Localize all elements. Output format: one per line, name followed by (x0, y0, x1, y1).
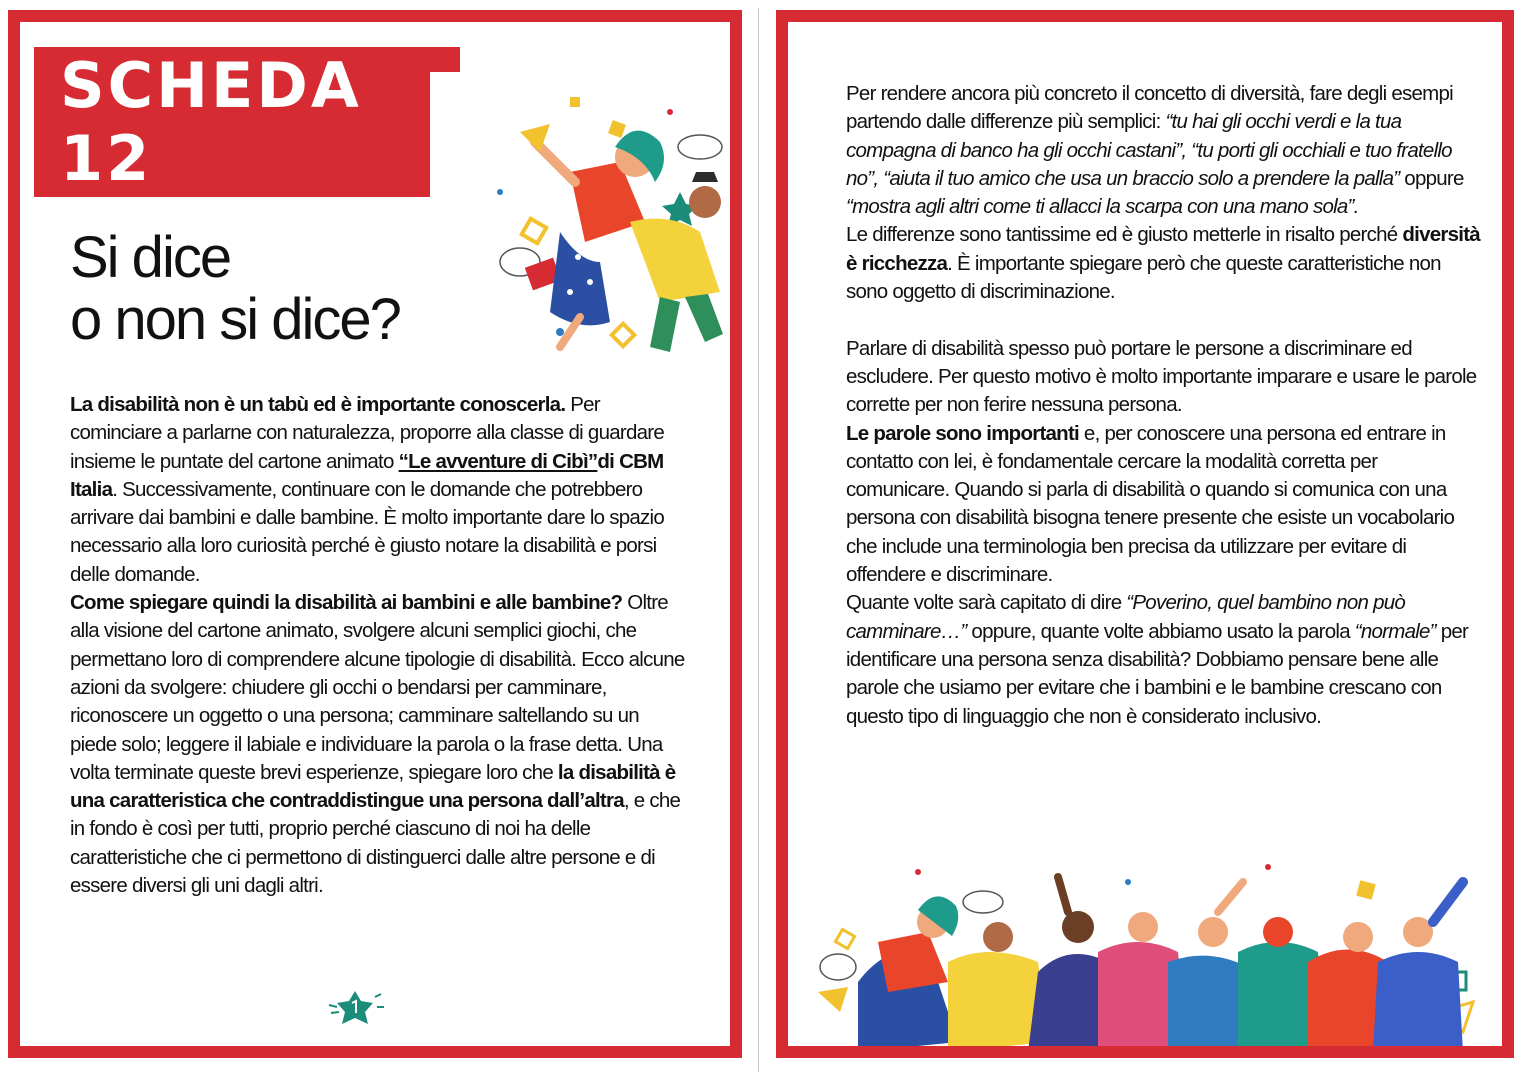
paragraph-text: Oltre alla visione del cartone animato, svolgere alcuni semplici giochi, che permettano loro di comprendere alcune tipologie di disabilità. Ecco alcune azioni da svolgere: chiudere gli occhi o bendarsi per camminare, riconoscere un oggetto o una persona; camminare saltellando su un piede solo; leggere il labiale e individuare la parola o la frase detta. Una volta terminate queste brevi esperienze, spiegare loro che (70, 591, 685, 784)
right-page (776, 10, 1514, 1058)
cbm-link-text: di CBM Italia (70, 449, 664, 501)
paragraph-discrimination: Parlare di disabilità spesso può portare le persone a discriminare ed escludere. Per questo motivo è molto importante imparare e usare le parole corrette per non ferire nessuna persona. (846, 336, 1477, 417)
key-point-bold: la disabilità è una caratteristica che contraddistingue una persona dall’altra (70, 760, 676, 813)
title-line-1: Si dice (70, 225, 231, 290)
intro-bold: La disabilità non è un tabù ed è importante conoscerla. (70, 393, 566, 416)
cartoon-link[interactable]: “Le avventure di Cibì” (398, 449, 598, 473)
paragraph-text: , e che in fondo è così per tutti, proprio perché ciascuno di noi ha delle caratteristiche che ci permettono di distinguerci dalle altre persone e di essere diversi gli uni dagli altri. (70, 789, 681, 898)
quote-poverino: “Poverino, quel bambino non può camminare…” (846, 591, 1406, 643)
children-illustration-bottom (798, 852, 1498, 1058)
left-body-text (70, 391, 690, 900)
diversity-bold: diversità è ricchezza (846, 223, 1480, 275)
paragraph-language: Quante volte sarà capitato di dire “Poverino, quel bambino non può camminare…” oppure, quante volte abbiamo usato la parola “normale” per identificare una persona senza disabilità? Dobbiamo pensare bene alle parole che usiamo per evitare che i bambini e le bambine crescano con questo tipo di linguaggio che non è considerato inclusivo. (846, 591, 1469, 728)
paragraph-words: Le parole sono importanti e, per conoscere una persona ed entrare in contatto con lei, è fondamentale cercare la modalità corretta per comunicare. Quando si parla di disabilità o quando si comunica con una persona con disabilità bisogna tenere presente che esiste un vocabolario che include una terminologia ben precisa da utilizzare per evitare di offendere e discriminare. (846, 421, 1455, 587)
example-quotes: “tu hai gli occhi verdi e la tua compagna di banco ha gli occhi castani”, “tu porti gli occhiali e tuo fratello no”, “aiuta il tuo amico che usa un braccio solo a prendere la palla” (846, 110, 1452, 190)
scheda-tag: SCHEDA 12 (34, 47, 460, 197)
example-quote: “mostra agli altri come ti allacci la scarpa con una mano sola”. (846, 195, 1359, 219)
paragraph-examples: Per rendere ancora più concreto il concetto di diversità, fare degli esempi partendo dalle differenze più semplici: “tu hai gli occhi verdi e la tua compagna di banco ha gli occhi castani”, “tu porti gli occhiali e tuo fratello no”, “aiuta il tuo amico che usa un braccio solo a prendere la palla” oppure “mostra agli altri come ti allacci la scarpa con una mano sola”. (846, 82, 1464, 219)
page-divider (758, 8, 759, 1072)
words-bold: Le parole sono importanti (846, 421, 1079, 445)
crowd (858, 877, 1478, 1052)
left-page (8, 10, 742, 1058)
paragraph-differences: Le differenze sono tantissime ed è giusto metterle in risalto perché diversità è ricchezza. È importante spiegare però che queste caratteristiche non sono oggetto di discriminazione. (846, 223, 1480, 304)
star-icon (325, 987, 385, 1027)
title-line-2: o non si dice? (70, 287, 400, 352)
quote-normale: “normale” (1354, 619, 1436, 643)
question-bold: Come spiegare quindi la disabilità ai bambini e alle bambine? (70, 591, 623, 615)
page-title (70, 227, 400, 351)
children-illustration-top (430, 72, 730, 362)
right-body-text (846, 80, 1481, 731)
paragraph-text: Per cominciare a parlarne con naturalezza, proporre alla classe di guardare insieme le puntate del cartone animato (70, 393, 664, 473)
paragraph-text: . Successivamente, continuare con le domande che potrebbero arrivare dai bambini e dalle bambine. È molto importante dare lo spazio necessario alla loro curiosità perché è giusto notare la disabilità e porsi delle domande. (70, 477, 664, 586)
